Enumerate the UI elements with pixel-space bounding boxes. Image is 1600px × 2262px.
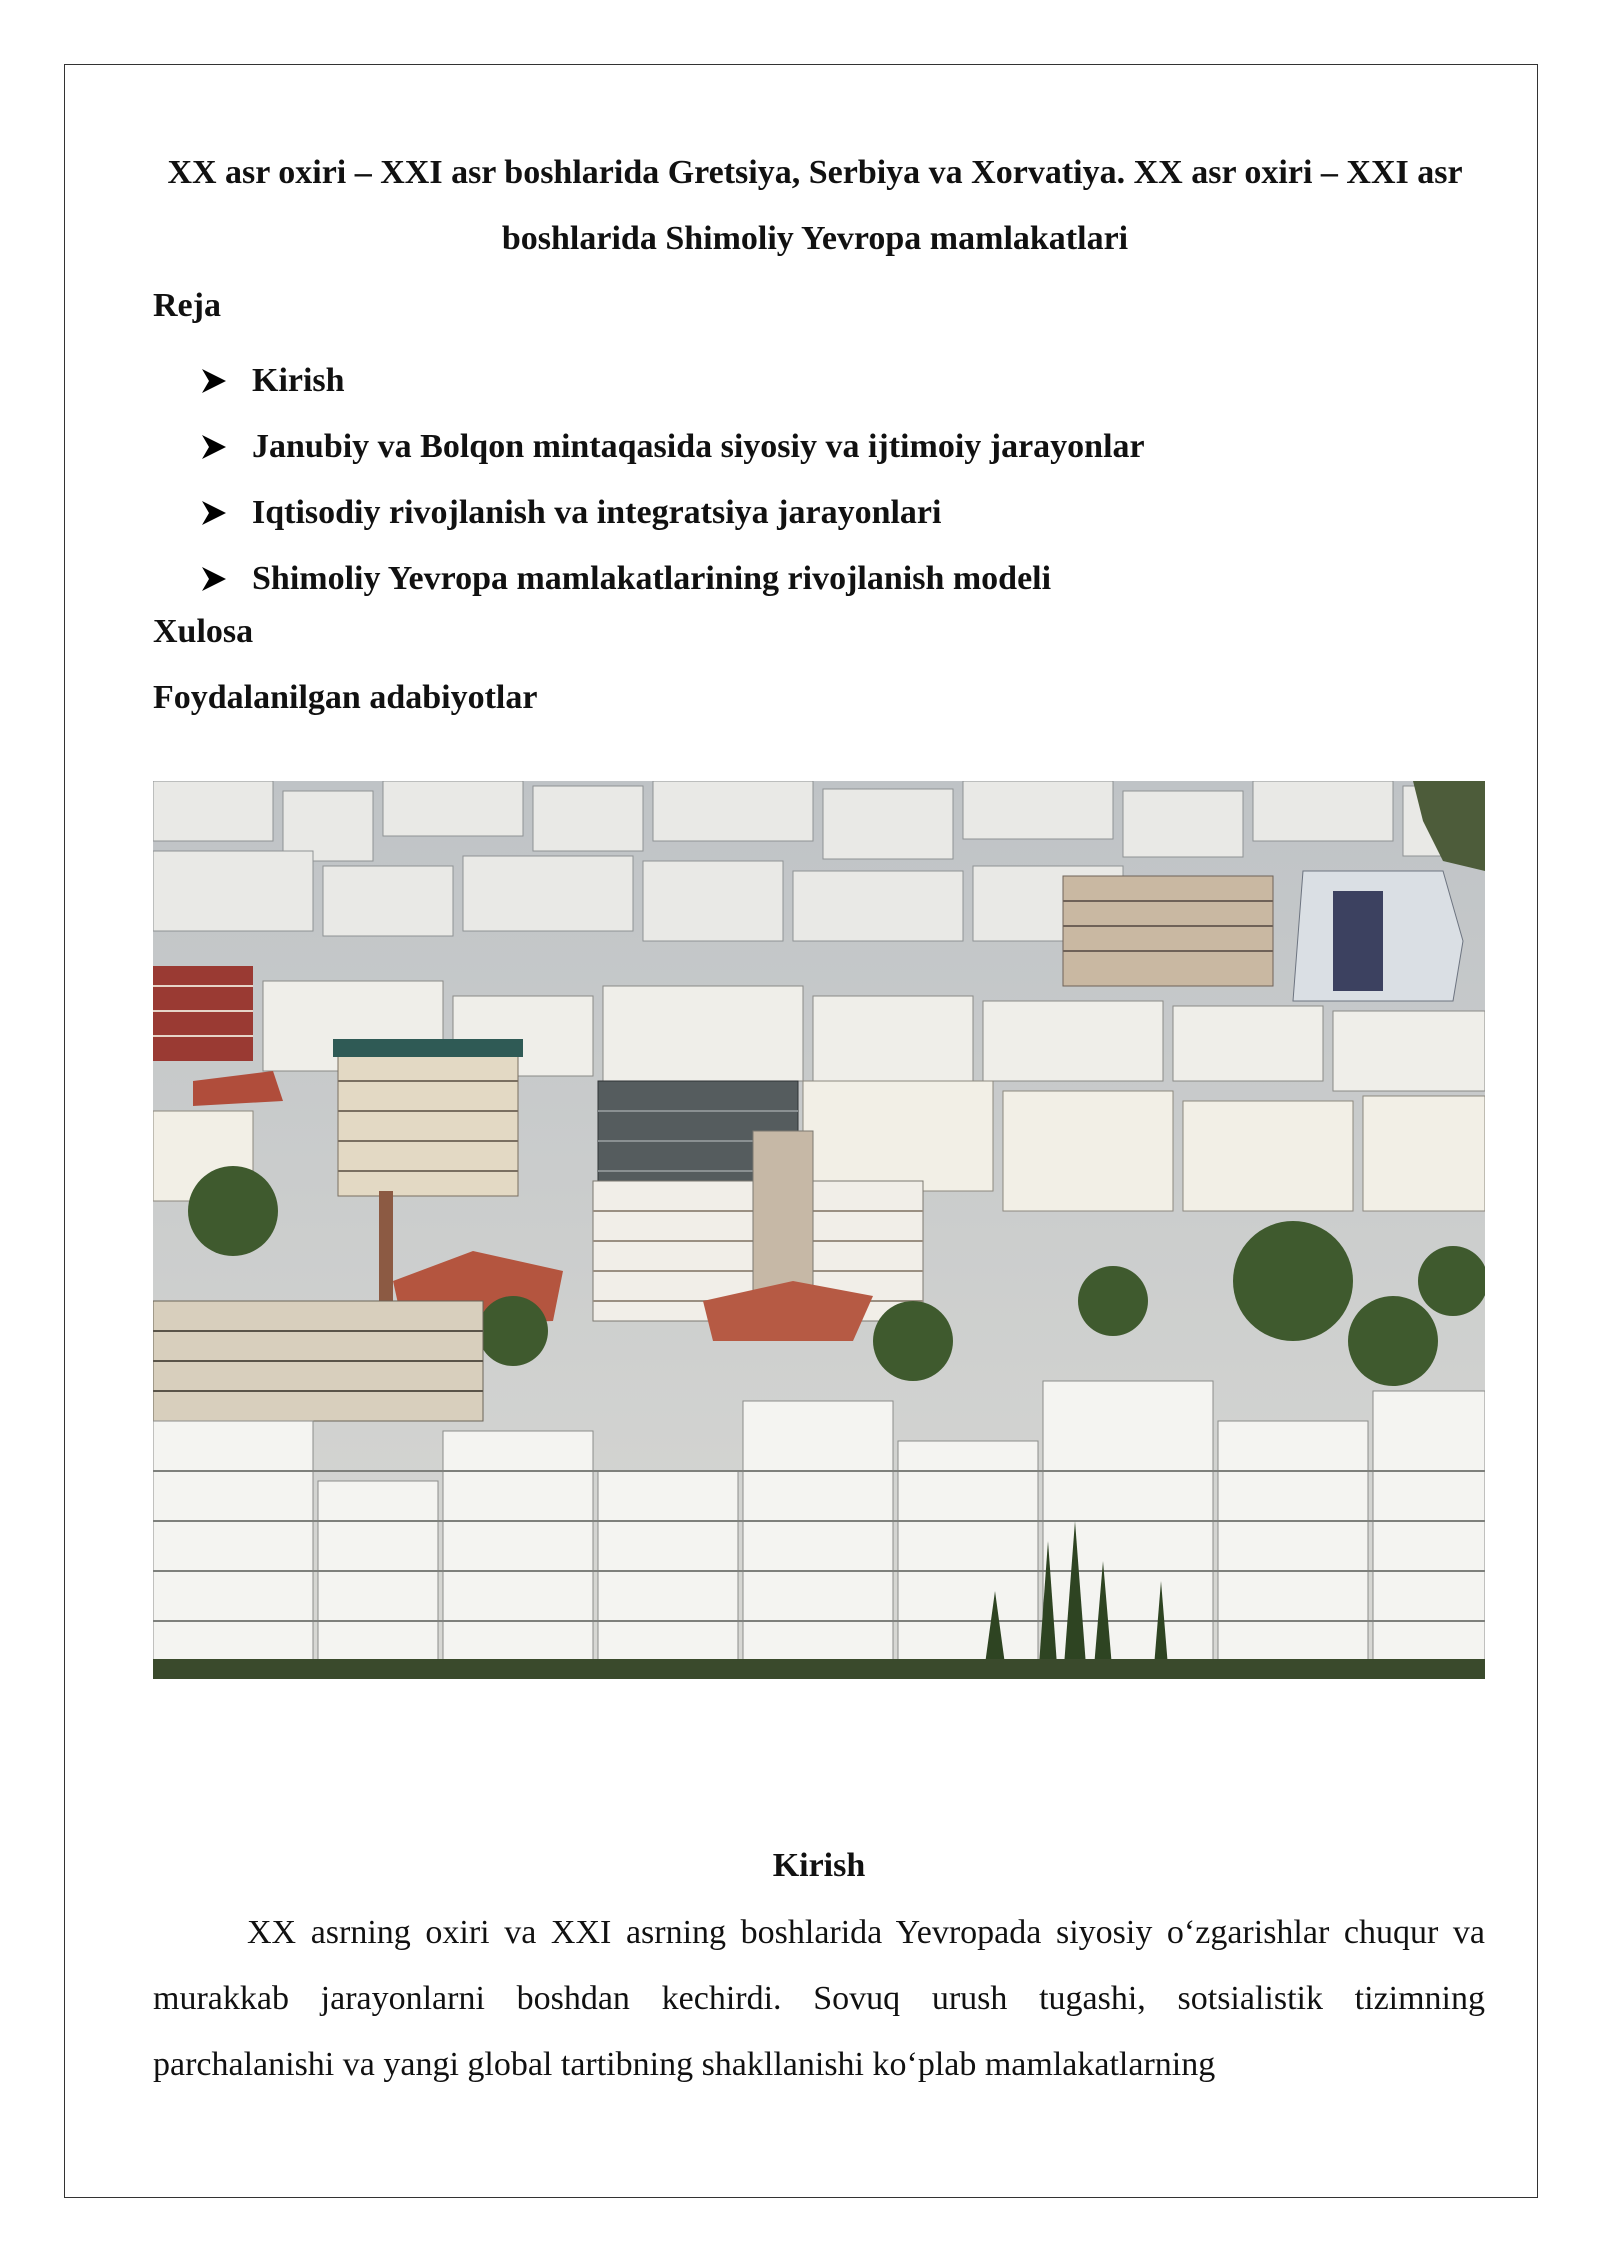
plan-heading: Reja — [153, 287, 221, 324]
plan-item-label: Iqtisodiy rivojlanish va integratsiya jarayonlari — [252, 494, 942, 531]
body-paragraph: XX asrning oxiri va XXI asrning boshlarida Yevropada siyosiy o‘zgarishlar chuqur va murakkab jarayonlarni boshdan kechirdi. Sovuq urush tugashi, sotsialistik tizimning parchalanishi va yangi global tartibning shakllanishi ko‘plab mamlakatlarning — [153, 1914, 1485, 2083]
plan-item-label: Janubiy va Bolqon mintaqasida siyosiy va ijtimoiy jarayonlar — [252, 428, 1145, 465]
references-heading: Foydalanilgan adabiyotlar — [153, 679, 538, 716]
arrow-bullet-icon — [200, 367, 252, 395]
plan-item — [200, 480, 1145, 546]
city-photo — [153, 781, 1485, 1679]
document-title: XX asr oxiri – XXI asr boshlarida Gretsiya, Serbiya va Xorvatiya. XX asr oxiri – XXI asr boshlarida Shimoliy Yevropa mamlakatlari — [167, 154, 1463, 257]
plan-item — [200, 414, 1145, 480]
plan-item-label: Kirish — [252, 362, 345, 399]
plan-list — [200, 348, 1145, 612]
arrow-bullet-icon — [200, 499, 252, 527]
plan-item-label: Shimoliy Yevropa mamlakatlarining rivojlanish modeli — [252, 560, 1052, 597]
plan-item — [200, 348, 1145, 414]
plan-item — [200, 546, 1145, 612]
section-heading: Kirish — [772, 1847, 866, 1884]
arrow-bullet-icon — [200, 433, 252, 461]
arrow-bullet-icon — [200, 565, 252, 593]
conclusion-heading: Xulosa — [153, 613, 254, 650]
